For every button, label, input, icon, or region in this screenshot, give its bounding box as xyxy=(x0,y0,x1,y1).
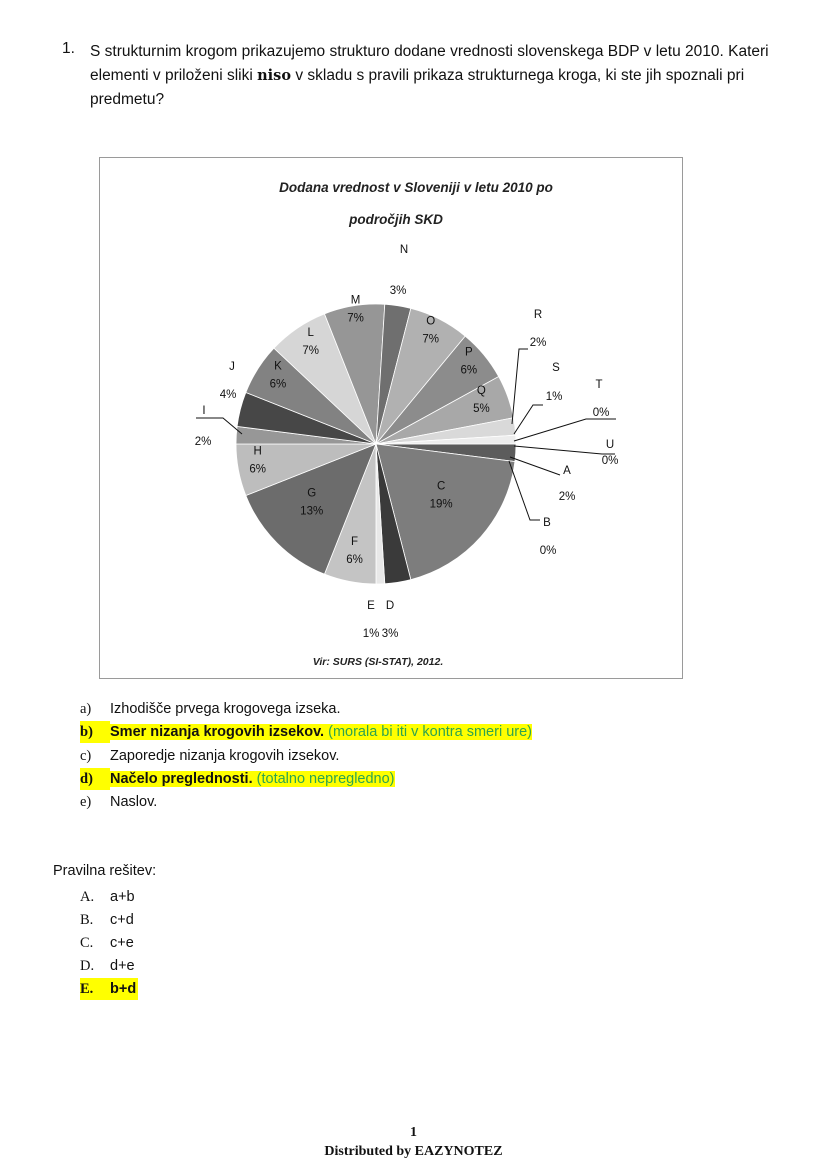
solution-text: b+d xyxy=(110,981,137,997)
option-note: (totalno nepregledno) xyxy=(256,771,395,787)
pie-pct-j: 4% xyxy=(219,389,237,401)
leader-line-i xyxy=(196,418,242,434)
option-letter: e) xyxy=(80,794,92,810)
pie-label-d: D xyxy=(385,600,395,612)
pie-pct-r: 2% xyxy=(529,337,547,349)
pie-pct-e: 1% xyxy=(362,628,380,640)
question-number: 1. xyxy=(62,40,75,57)
option-letter: d) xyxy=(80,768,110,790)
solution-item-1 xyxy=(80,909,134,931)
pie-slices xyxy=(236,304,516,584)
question-text-before: S strukturnim krogom prikazujemo strukturo dodane vrednosti slovenskega BDP v letu 2010. Kateri elementi v priloženi sliki xyxy=(90,43,769,84)
option-3 xyxy=(80,768,395,790)
pie-pct-u: 0% xyxy=(601,455,619,467)
leader-line-s xyxy=(514,405,543,434)
solution-text: d+e xyxy=(110,958,135,974)
pie-label-f: F xyxy=(350,535,359,548)
pie-label-n: N xyxy=(399,244,409,256)
pie-pct-c: 19% xyxy=(429,498,453,511)
pie-pct-t: 0% xyxy=(592,407,610,419)
option-text: Načelo preglednosti. xyxy=(110,771,253,787)
pie-label-b: B xyxy=(543,517,551,529)
pie-pct-a: 2% xyxy=(558,491,576,503)
solution-title: Pravilna rešitev: xyxy=(53,863,157,879)
solution-item-4 xyxy=(80,978,138,1000)
pie-label-p: P xyxy=(464,346,473,359)
solution-letter: E. xyxy=(80,981,94,997)
pie-label-q: Q xyxy=(476,385,486,398)
page-number: 1 xyxy=(410,1125,417,1140)
pie-label-r: R xyxy=(533,309,543,321)
solution-letter: D. xyxy=(80,958,95,974)
solution-letter: B. xyxy=(80,912,94,928)
solution-item-0 xyxy=(80,886,135,908)
leader-line-a xyxy=(510,457,560,475)
option-text: Smer nizanja krogovih izsekov. xyxy=(110,724,325,740)
question-text-bold: niso xyxy=(257,67,292,84)
question-text xyxy=(90,40,790,112)
option-text-wrap xyxy=(110,794,157,810)
option-0 xyxy=(80,698,341,720)
pie-pct-m: 7% xyxy=(347,312,364,325)
option-note: (morala bi iti v kontra smeri ure) xyxy=(328,724,532,740)
option-text-wrap xyxy=(110,748,339,764)
pie-pct-q: 5% xyxy=(473,403,490,416)
pie-label-o: O xyxy=(426,315,436,328)
pie-pct-l: 7% xyxy=(302,344,320,357)
option-text: Izhodišče prvega krogovega izseka. xyxy=(110,701,341,717)
solution-item-2 xyxy=(80,932,134,954)
option-text: Zaporedje nizanja krogovih izsekov. xyxy=(110,748,340,764)
option-1 xyxy=(80,721,532,743)
pie-pct-f: 6% xyxy=(346,553,363,566)
solution-text: c+e xyxy=(110,935,134,951)
chart-title-line1: Dodana vrednost v Sloveniji v letu 2010 po xyxy=(279,180,553,195)
leader-line-r xyxy=(512,349,528,424)
pie-pct-h: 6% xyxy=(249,463,267,476)
pie-chart xyxy=(100,158,684,680)
option-text: Naslov. xyxy=(110,794,158,810)
pie-pct-p: 6% xyxy=(460,364,478,377)
pie-label-l: L xyxy=(307,326,314,339)
solution-text: a+b xyxy=(110,889,135,905)
solution-item-3 xyxy=(80,955,135,977)
leader-line-t xyxy=(514,419,616,441)
pie-label-u: U xyxy=(605,439,615,451)
leader-line-u xyxy=(514,446,615,454)
pie-label-h: H xyxy=(253,445,262,458)
pie-pct-s: 1% xyxy=(545,391,563,403)
pie-label-e: E xyxy=(367,600,375,612)
pie-label-s: S xyxy=(552,362,560,374)
pie-pct-o: 7% xyxy=(422,333,440,346)
pie-label-i: I xyxy=(202,405,206,417)
option-letter: b) xyxy=(80,721,110,743)
chart-title-line2: področjih SKD xyxy=(349,212,443,227)
pie-pct-i: 2% xyxy=(194,436,212,448)
pie-pct-d: 3% xyxy=(381,628,399,640)
pie-pct-b: 0% xyxy=(539,545,557,557)
pie-pct-n: 3% xyxy=(389,285,407,297)
chart-source: Vir: SURS (SI-STAT), 2012. xyxy=(312,656,444,668)
solution-text: c+d xyxy=(110,912,134,928)
option-text-wrap xyxy=(110,771,395,787)
pie-label-j: J xyxy=(229,361,235,373)
pie-label-a: A xyxy=(563,465,571,477)
option-2 xyxy=(80,745,339,767)
option-letter: a) xyxy=(80,701,92,717)
pie-label-c: C xyxy=(436,480,446,493)
solution-letter: C. xyxy=(80,935,94,951)
solution-letter: A. xyxy=(80,889,95,905)
pie-pct-k: 6% xyxy=(269,378,287,391)
option-4 xyxy=(80,791,157,813)
pie-label-t: T xyxy=(595,379,603,391)
option-text-wrap xyxy=(110,701,341,717)
pie-label-m: M xyxy=(350,294,361,307)
pie-label-g: G xyxy=(307,487,317,500)
distributed-by: Distributed by EAZYNOTEZ xyxy=(324,1144,503,1159)
pie-label-k: K xyxy=(274,360,282,373)
pie-pct-g: 13% xyxy=(300,505,324,518)
pie-chart-figure xyxy=(99,157,683,679)
option-text-wrap xyxy=(110,724,532,740)
option-letter: c) xyxy=(80,748,92,764)
question-text-after: v skladu s pravili prikaza strukturnega kroga, ki ste jih spoznali pri predmetu? xyxy=(90,67,745,108)
